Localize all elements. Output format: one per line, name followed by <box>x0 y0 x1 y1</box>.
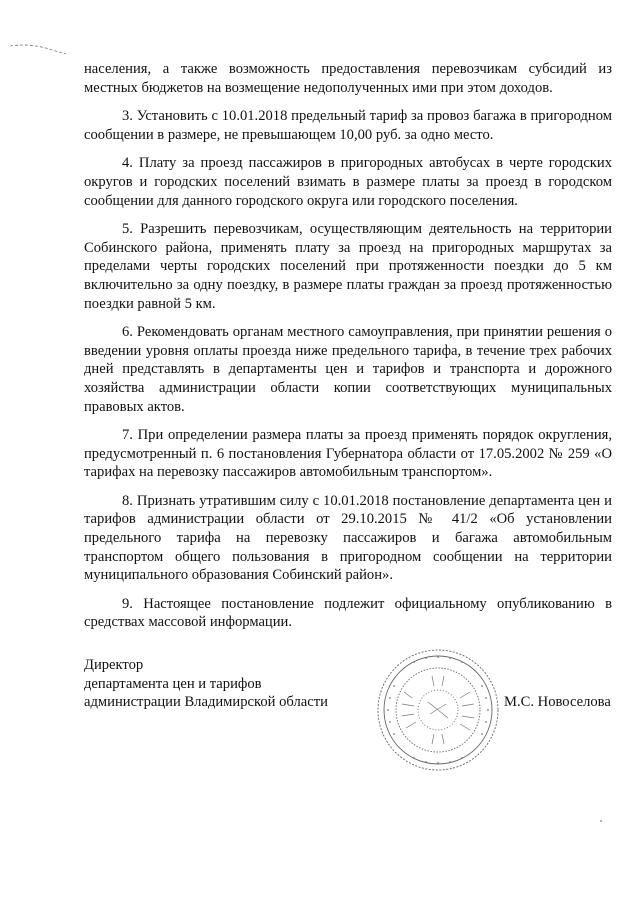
scan-dot-icon <box>598 818 604 824</box>
signer-title-line-3: администрации Владимирской области <box>84 694 328 711</box>
paragraph-item-4: 4. Плату за проезд пассажиров в пригородных автобусах в черте городских округов и городских поселений взимать в размере платы за проезд в городском сообщении для данного городского округа или городского поселения. <box>84 155 612 209</box>
official-round-stamp-icon <box>374 646 502 774</box>
paragraph-item-9: 9. Настоящее постановление подлежит официальному опубликованию в средствах массовой информации. <box>84 595 612 631</box>
signer-title-line-2: департамента цен и тарифов <box>84 675 262 692</box>
signature-block <box>84 656 612 766</box>
signer-title-line-1: Директор <box>84 657 144 673</box>
paragraph-item-3: 3. Установить с 10.01.2018 предельный тариф за провоз багажа в пригородном сообщении в размере, не превышающем 10,00 руб. за одно место. <box>84 108 612 143</box>
paragraph-item-6: 6. Рекомендовать органам местного самоуправления, при принятии решения о введении уровня оплаты проезда ниже предельного тарифа, в течение трех рабочих дней представлять в департаменты цен и тарифов и транспорта и дорожного хозяйства администрации области копии соответствующих муниципальных правовых актов. <box>84 324 612 415</box>
paragraph-continuation: населения, а также возможность предоставления перевозчикам субсидий из местных бюджетов на возмещение недополученных ими при этом доходов. <box>84 61 612 96</box>
paragraph-item-8: 8. Признать утратившим силу с 10.01.2018 постановление департамента цен и тарифов администрации области от 29.10.2015 № 41/2 «Об установлении предельного тарифа на перевозку пассажиров и багажа автомобильным транспортом общего пользования в пригородном сообщении на территории муниципального образования Собинский район». <box>84 492 612 584</box>
document-body <box>84 60 612 642</box>
paragraph-item-7: 7. При определении размера платы за проезд применять порядок округления, предусмотренный п. 6 постановления Губернатора области от 17.05.2002 № 259 «О тарифах на перевозку пассажиров автомобильным транспортом». <box>84 427 612 481</box>
signer-name: М.С. Новоселова <box>504 694 611 710</box>
paragraph-item-5: 5. Разрешить перевозчикам, осуществляющим деятельность на территории Собинского района, применять плату за проезд на пригородных маршрутах за пределами черты городских поселений при протяженности поездки до 5 км включительно за одну поездку, в размере платы граждан за проезд протяженностью поездки равной 5 км. <box>84 221 612 312</box>
scan-artifact-icon <box>8 38 68 58</box>
